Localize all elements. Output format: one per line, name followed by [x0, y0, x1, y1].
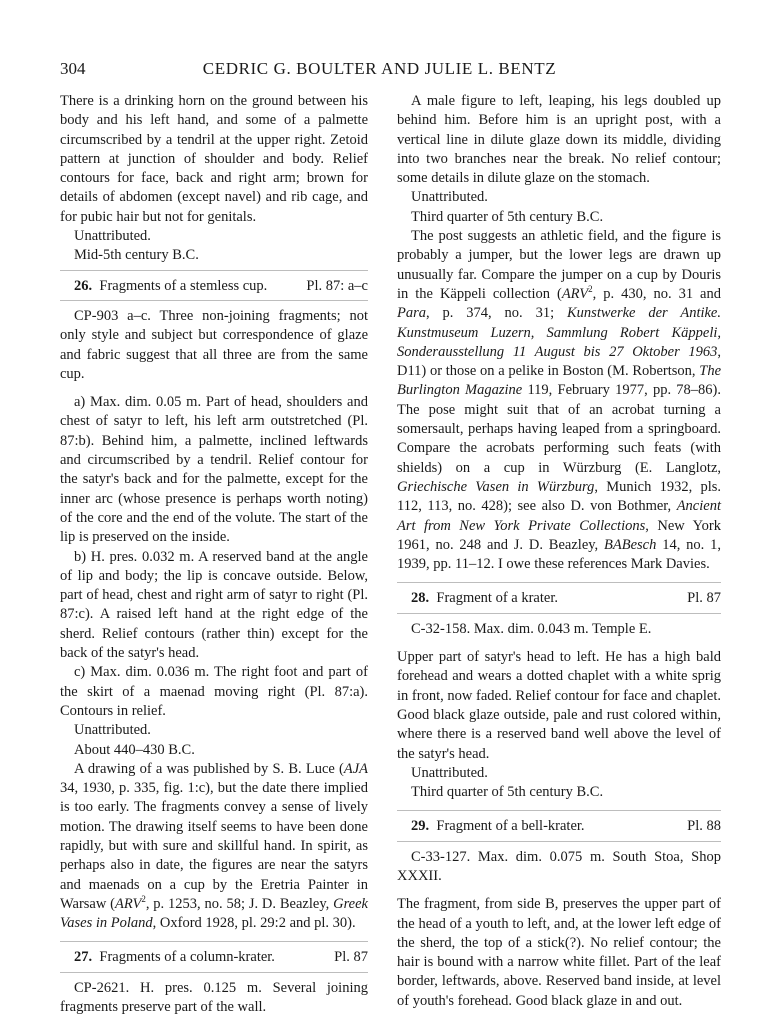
- divider: [60, 300, 368, 301]
- divider: [397, 613, 721, 614]
- entry-27-date: Third quarter of 5th century B.C.: [411, 208, 604, 225]
- entry-27-note: The post suggests an athletic field, and the figure is probably a jumper, but the lower legs are drawn up unusually far. Compare the jumper on a cup by Douris in the Käppeli collection (ARV$^2$, p. 430, no. 31 and Para, p. 374, no. 31; Kunstwerke der Antike. Kunstmuseum Luzern, Sammlung Robert Käppeli, Sonderausstellung 11 August bis 27 Oktober 1963, D11) or those on a pelike in Boston (M. Robertson, The Burlington Magazine 119, February 1977, pp. 78–86). The pose might suit that of an acrobat turning a somersault, perhaps having leaped from a springboard. Compare the acrobats performing such feats (with shields) on a cup in Würzburg (E. Langlotz, Griechische Vasen in Würzburg, Munich 1932, pls. 112, 113, no. 428); see also D. von Bothmer, Ancient Art from New York Private Collections, New York 1961, no. 248 and J. D. Beazley, BABesch 14, no. 1, 1939, pp. 11–12. I owe these references Mark Davies.: [397, 228, 722, 573]
- intro-text: There is a drinking horn on the ground between his body and his left hand, and some of a palmette circumscribed by a tendril at the upper right. Zetoid pattern at junction of shoulder and body. Relief contours for face, back and right arm; brown for details of abdomen (except navel) and rib cage, and for pubic hair but not for genitals.: [60, 93, 368, 225]
- entry-29-catalog: C-33-127. Max. dim. 0.075 m. South Stoa, Shop XXXII.: [397, 848, 721, 884]
- right-column: [397, 92, 721, 1011]
- entry-28-description: Upper part of satyr's head to left. He has a high bald forehead and wears a dotted chaplet with a white sprig in front, now faded. Relief contour for face and chaplet. Good black glaze outside, pale and rust colored within, where there is a reserved band well above the level of the satyr's head.: [397, 649, 721, 762]
- entry-28-heading: [397, 589, 721, 608]
- divider: [60, 941, 368, 942]
- entry-27-catalog: CP-2621. H. pres. 0.125 m. Several joining fragments preserve part of the wall.: [60, 979, 368, 1016]
- running-head: CEDRIC G. BOULTER AND JULIE L. BENTZ: [202, 59, 557, 78]
- entry-26-number: 26.: [74, 277, 93, 294]
- left-column: [60, 92, 368, 1017]
- entry-27-number: 27.: [74, 949, 93, 966]
- entry-29-number: 29.: [411, 818, 430, 835]
- entry-28-title: Fragment of a krater.: [436, 590, 558, 607]
- entry-29-description: The fragment, from side B, preserves the upper part of the head of a youth to left, and, at the lower left edge of the sherd, the top of a stick(?). No relief contour; the hair is bound with a narrow white fillet. Part of the leaf border, leftwards, above. Reserved band inside, at level of youth's forehead. Good black glaze in and out.: [397, 896, 721, 1009]
- divider: [60, 972, 368, 973]
- intro-date: Mid-5th century B.C.: [74, 247, 199, 264]
- divider: [60, 270, 368, 271]
- divider: [397, 841, 721, 842]
- entry-27-title: Fragments of a column-krater.: [99, 949, 275, 966]
- entry-27-attribution: Unattributed.: [411, 189, 488, 206]
- intro-attribution: Unattributed.: [74, 228, 151, 245]
- entry-26-plate: Pl. 87: a–c: [306, 277, 368, 294]
- entry-26-attribution: Unattributed.: [74, 722, 151, 739]
- entry-28-number: 28.: [411, 590, 430, 607]
- entry-26-fragment-a: a) Max. dim. 0.05 m. Part of head, shoulders and chest of satyr to left, his left arm outstretched (Pl. 87:b). Behind him, a palmette, inclined leftwards and circumscribed by a tendril. Relief contour for the satyr's back and for the palmette, except for the inner arc (whose presence is perhaps worth noting) of the core and the end of the volute. The start of the lip is preserved on the inside.: [60, 394, 368, 546]
- entry-26-fragment-c: c) Max. dim. 0.036 m. The right foot and part of the skirt of a maenad moving right (Pl. 87:a). Contours in relief.: [60, 664, 368, 719]
- entry-27-description: A male figure to left, leaping, his legs doubled up behind him. Before him is an upright post, with a vertical line in dilute glaze down its middle, dividing into two branches near the break. No relief contour; some details in dilute glaze on the stomach.: [397, 93, 721, 187]
- entry-28-plate: Pl. 87: [687, 590, 721, 607]
- entry-26-fragment-b: b) H. pres. 0.032 m. A reserved band at the angle of lip and body; the lip is concave outside. Below, part of head, chest and right arm of satyr to right (Pl. 87:c). A raised left hand at the right edge of the sherd. Relief contours (rather thin) except for the back of the satyr's head.: [60, 548, 368, 662]
- entry-28-attribution: Unattributed.: [411, 764, 488, 781]
- entry-26-date: About 440–430 B.C.: [74, 741, 195, 758]
- entry-27-plate: Pl. 87: [334, 949, 368, 966]
- divider: [397, 582, 721, 583]
- entry-26-note: A drawing of a was published by S. B. Luce (AJA 34, 1930, p. 335, fig. 1:c), but the date there implied is too early. The fragments convey a sense of lively motion. The drawing itself seems to have been done rapidly, but with sure and skillful hand. In spirit, as perhaps also in date, the figures are near the satyrs and maenads on a cup by the Eretria Painter in Warsaw (ARV$^2$, p. 1253, no. 58; J. D. Beazley, Greek Vases in Poland, Oxford 1928, pl. 29:2 and pl. 30).: [60, 760, 368, 932]
- entry-26-catalog: CP-903 a–c. Three non-joining fragments; not only style and subject but correspondence of glaze and fabric suggest that all three are from the same cup.: [60, 307, 368, 382]
- entry-27-heading: [60, 948, 368, 967]
- entry-28-date: Third quarter of 5th century B.C.: [411, 784, 604, 801]
- entry-29-title: Fragment of a bell-krater.: [436, 818, 585, 835]
- page-number: 304: [60, 59, 86, 78]
- entry-26-heading: [60, 277, 368, 296]
- entry-26-title: Fragments of a stemless cup.: [99, 277, 268, 294]
- entry-29-plate: Pl. 88: [687, 818, 721, 835]
- entry-29-heading: [397, 817, 721, 836]
- divider: [397, 810, 721, 811]
- entry-28-catalog: C-32-158. Max. dim. 0.043 m. Temple E.: [411, 620, 652, 637]
